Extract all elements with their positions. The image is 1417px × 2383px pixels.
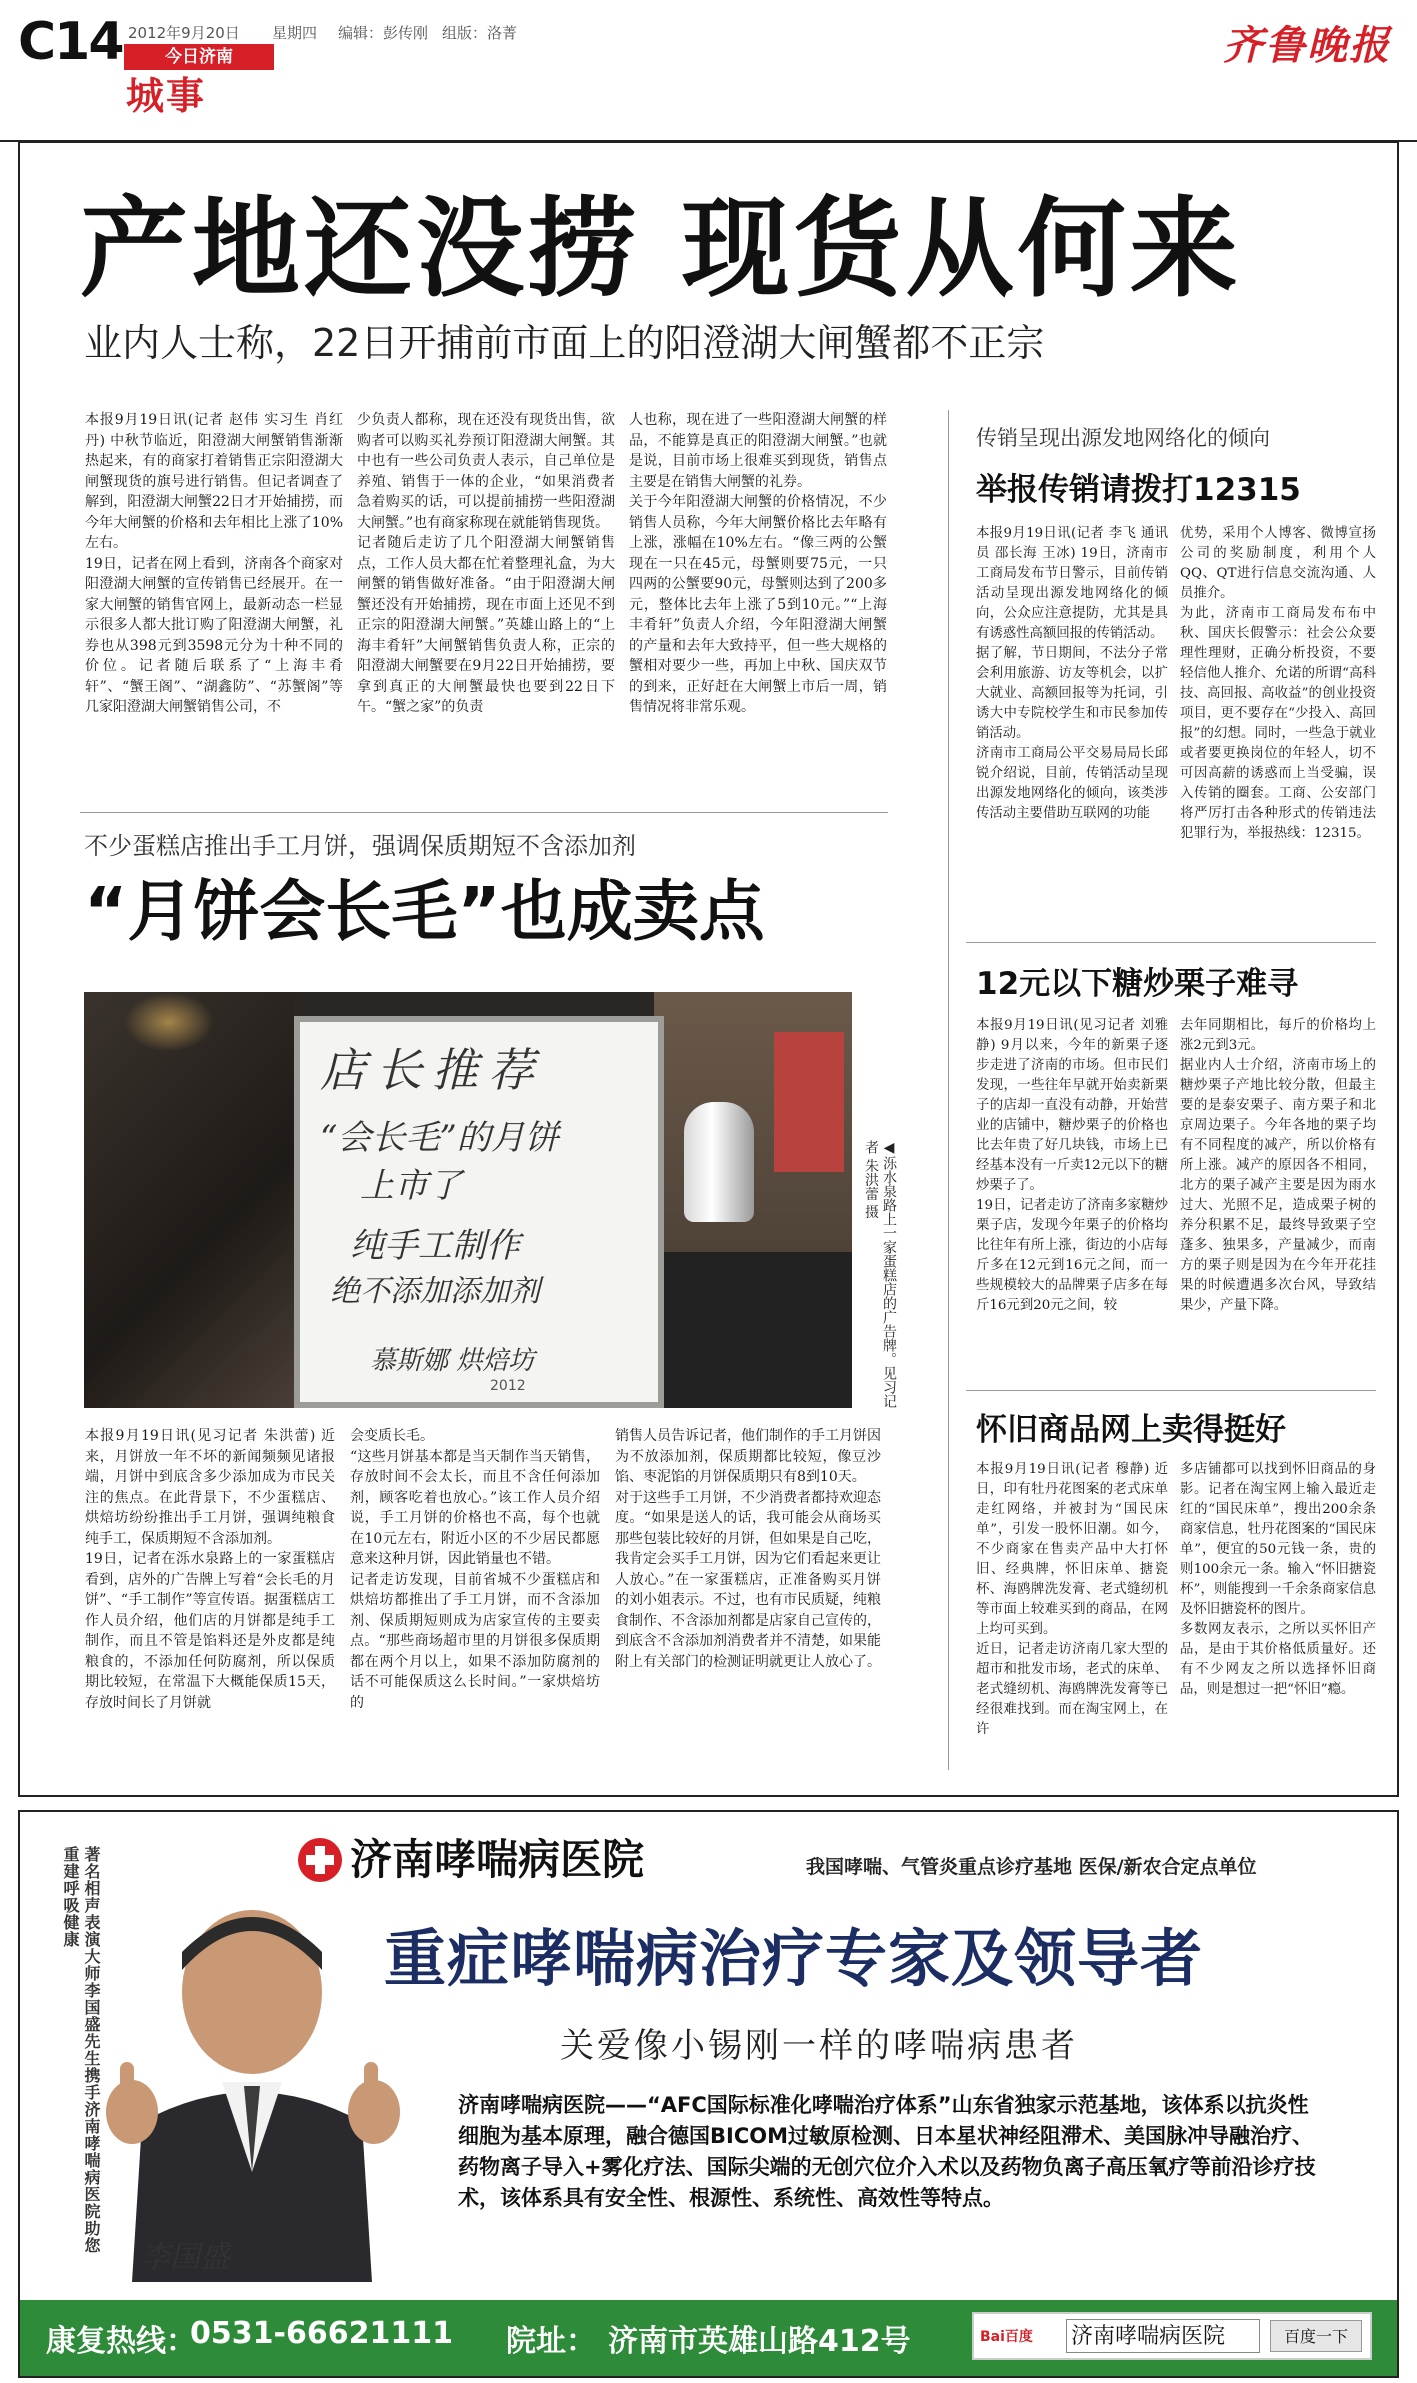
photo-mixer: [684, 1102, 754, 1222]
crab-col-1: 本报9月19日讯(记者 赵伟 实习生 肖红丹) 中秋节临近，阳澄湖大闸蟹销售渐渐热起来，有的商家打着销售正宗阳澄湖大闸蟹现货的旗号进行销售。但记者调查了解到，阳澄湖大闸蟹22日才开始捕捞，而今年大闸蟹的价格和去年相比上涨了10%左右。 19日，记者在网上看到，济南各个商家对阳澄湖大闸蟹的宣传销售已经展开。在一家大闸蟹的销售官网上，最新动态一栏显示很多人都大批订购了阳澄湖大闸蟹，礼券也从398元到3598元分为十种不同的价位。记者随后联系了“上海丰肴轩”、“蟹王阁”、“湖鑫防”、“苏蟹阁”等几家阳澄湖大闸蟹销售公司，不: [85, 412, 343, 715]
whiteboard-year: 2012: [490, 1378, 526, 1394]
crab-headline: 产地还没捞 现货从何来: [80, 187, 1242, 312]
photo-red-towel: [774, 1032, 844, 1172]
crab-col-3: 人也称，现在进了一些阳澄湖大闸蟹的样品，不能算是真正的阳澄湖大闸蟹。”也就是说，目前市场上很难买到现货，销售点主要是在销售大闸蟹的礼券。 关于今年阳澄湖大闸蟹的价格情况，不少销售人员称，今年大闸蟹价格比去年略有上涨，涨幅在10%左右。“像三两的公蟹现在一只在45元，母蟹则要75元，一只四两的公蟹要90元，母蟹则达到了200多元，整体比去年上涨了5到10元。”“上海丰肴轩”负责人介绍，今年阳澄湖大闸蟹的产量和去年大致持平，但一些大规格的蟹相对要少一些，再加上中秋、国庆双节的到来，正好赶在大闸蟹上市后一周，销售情况将非常乐观。: [629, 412, 887, 715]
mooncake-kicker: 不少蛋糕店推出手工月饼，强调保质期短不含添加剂: [84, 832, 636, 860]
photo-glow: [124, 992, 214, 1052]
address-value: 济南市英雄山路412号: [608, 2324, 911, 2359]
whiteboard: [294, 1016, 664, 1408]
pyramid-kicker: 传销呈现出源发地网络化的倾向: [976, 426, 1270, 450]
nostalgia-col-1: 本报9月19日讯(记者 穆静) 近日，印有牡丹花图案的老式床单走红网络，并被封为“国民床单”，引发一股怀旧潮。如今，不少商家在售卖产品中大打怀旧、经典牌，怀旧床单、搪瓷杯、海鸥牌洗发膏、老式缝纫机等市面上较难买到的商品，在网上均可买到。 近日，记者走访济南几家大型的超市和批发市场，老式的床单、老式缝纫机、海鸥牌洗发膏等已经很难找到。而在淘宝网上，在许: [976, 1462, 1168, 1737]
nostalgia-headline: 怀旧商品网上卖得挺好: [976, 1412, 1286, 1448]
crab-subhead: 业内人士称，22日开捕前市面上的阳澄湖大闸蟹都不正宗: [84, 321, 1045, 365]
divider-right-column: [948, 410, 949, 1770]
baidu-search-box: [972, 2312, 1372, 2360]
pyramid-col-2: 优势，采用个人博客、微博宣扬公司的奖励制度，利用个人QQ、QT进行信息交流沟通、人员推介。 为此，济南市工商局发布布中秋、国庆长假警示：社会公众要理性理财，正确分析投资，不要轻信他人推介、允诺的所谓“高科技、高回报、高收益”的创业投资项目，更不要存在“少投入、高回报”的幻想。同时，一些急于就业或者要更换岗位的年轻人，切不可因高薪的诱惑而上当受骗，误入传销的圈套。工商、公安部门将严厉打击各种形式的传销违法犯罪行为，举报热线：12315。: [1180, 526, 1376, 841]
mooncake-photo: [84, 992, 852, 1408]
whiteboard-line-2: 上市了: [360, 1166, 462, 1206]
ad-slogan: 关爱像小锡刚一样的哮喘病患者: [560, 2026, 1078, 2066]
whiteboard-line-1: “会长毛”的月饼: [320, 1118, 559, 1158]
page-number: C14: [18, 12, 123, 72]
whiteboard-title: 店长推荐: [320, 1043, 544, 1097]
mooncake-headline: “月饼会长毛”也成卖点: [84, 873, 765, 950]
divider-story4: [966, 1390, 1376, 1391]
section-tag: 今日济南: [124, 44, 274, 70]
mooncake-col-1: 本报9月19日讯(见习记者 朱洪蕾) 近来，月饼放一年不坏的新闻频频见诸报端，月饼中到底含多少添加成为市民关注的焦点。在此背景下，不少蛋糕店、烘焙坊纷纷推出手工月饼，强调纯粮食纯手工，保质期短不含添加剂。 19日，记者在泺水泉路上的一家蛋糕店看到，店外的广告牌上写着“会长毛的月饼”、“手工制作”等宣传语。据蛋糕店工作人员介绍，他们店的月饼都是纯手工制作，而且不管是馅料还是外皮都是纯粮食的，不添加任何防腐剂，所以保质期比较短，在常温下大概能保质15天，存放时间长了月饼就: [85, 1428, 335, 1711]
baidu-search-input[interactable]: 济南哮喘病医院: [1066, 2319, 1260, 2353]
layout-credit: 组版：洛菁: [442, 24, 518, 42]
photo-glass-door: [84, 992, 294, 1408]
photo-caption: ◀泺水泉路上一家蛋糕店的广告牌。见习记者 朱洪蕾 摄: [863, 1140, 897, 1408]
hospital-ad: [18, 1810, 1399, 2378]
whiteboard-sign: 慕斯娜 烘焙坊: [370, 1346, 535, 1376]
section-title: 城事: [126, 74, 207, 118]
chestnut-col-1: 本报9月19日讯(见习记者 刘雅静) 9月以来，今年的新栗子逐步走进了济南的市场。但市民们发现，一些往年早就开始卖新栗子的店却一直没有动静，开始营业的店铺中，糖炒栗子的价格也比去年贵了好几块钱，市场上已经基本没有一斤卖12元以下的糖炒栗子了。 19日，记者走访了济南多家糖炒栗子店，发现今年栗子的价格均比往年有所上涨，街边的小店每斤多在12元到16元之间，而一些规模较大的品牌栗子店多在每斤16元到20元之间，较: [976, 1018, 1168, 1313]
hotline-number: 0531-66621111: [190, 2316, 453, 2351]
crab-col-2: 少负责人都称，现在还没有现货出售，欲购者可以购买礼券预订阳澄湖大闸蟹。其中也有一些公司负责人表示，自己单位是养殖、销售于一体的企业，“如果消费者急着购买的话，可以提前捕捞一些阳澄湖大闸蟹。”也有商家称现在就能销售现货。 记者随后走访了几个阳澄湖大闸蟹销售点，工作人员大都在忙着整理礼盒，为大闸蟹的销售做好准备。“由于阳澄湖大闸蟹还没有开始捕捞，现在市面上还见不到正宗的阳澄湖大闸蟹。”英雄山路上的“上海丰肴轩”大闸蟹销售负责人称，正宗的阳澄湖大闸蟹要在9月22日开始捕捞，要拿到真正的大闸蟹最快也要到22日下午。“蟹之家”的负责: [357, 412, 615, 715]
mooncake-col-2: 会变质长毛。 “这些月饼基本都是当天制作当天销售，存放时间不会太长，而且不含任何添加剂，顾客吃着也放心。”该工作人员介绍说，手工月饼的价格也不高，每个也就在10元左右，附近小区的不少居民都愿意来这种月饼，因此销量也不错。 记者走访发现，目前省城不少蛋糕店和烘焙坊都推出了手工月饼，而不含添加剂、保质期短则成为店家宣传的主要卖点。“那些商场超市里的月饼很多保质期都在两个月以上，如果不添加防腐剂的话不可能保质这么长时间。”一家烘焙坊的: [350, 1428, 600, 1711]
spokesperson-photo: [102, 1872, 402, 2282]
baidu-search-button[interactable]: 百度一下: [1270, 2320, 1362, 2352]
ad-vertical-quote: 著名相声表演大师李国盛先生携手济南哮喘病医院助您重建呼吸健康: [61, 1846, 101, 2254]
chestnut-headline: 12元以下糖炒栗子难寻: [976, 966, 1299, 1002]
issue-weekday: 星期四: [272, 24, 318, 42]
address-label: 院址：: [506, 2324, 596, 2359]
chestnut-col-2: 去年同期相比，每斤的价格均上涨2元到3元。 据业内人士介绍，济南市场上的糖炒栗子产地比较分散，但最主要的是泰安栗子、南方栗子和北京周边栗子。今年各地的栗子均有不同程度的减产，所以价格有所上涨。减产的原因各不相同，北方的栗子减产主要是因为雨水过大、光照不足，造成栗子树的养分积累不足，最终导致栗子空蓬多、独果多，产量减少，而南方的栗子则是因为在今年开花挂果的时候遭遇多次台风，导致结果少，产量下降。: [1180, 1018, 1376, 1313]
mooncake-col-3: 销售人员告诉记者，他们制作的手工月饼因为不放添加剂，保质期都比较短，像豆沙馅、枣泥馅的月饼保质期只有8到10天。 对于这些手工月饼，不少消费者都持欢迎态度。“如果是送人的话，我可能会从商场买那些包装比较好的月饼，但如果是自己吃，我肯定会买手工月饼，因为它们看起来更让人放心。”在一家蛋糕店，正准备购买月饼的刘小姐表示。不过，也有市民质疑，纯粮食制作、不含添加剂都是店家自己宣传的，到底含不含添加剂消费者并不清楚，如果能附上有关部门的检测证明就更让人放心了。: [615, 1428, 881, 1670]
ad-headline: 重症哮喘病治疗专家及领导者: [384, 1922, 1204, 1995]
paper-logo: 齐鲁晚报: [1223, 22, 1391, 69]
hospital-name: 济南哮喘病医院: [350, 1835, 645, 1884]
hospital-tagline: 我国哮喘、气管炎重点诊疗基地 医保/新农合定点单位: [806, 1856, 1257, 1878]
divider-story3: [966, 942, 1376, 943]
divider-story1: [80, 812, 888, 813]
whiteboard-line-3: 纯手工制作: [350, 1226, 520, 1266]
ad-body: 济南哮喘病医院——“AFC国际标准化哮喘治疗体系”山东省独家示范基地，该体系以抗炎性细胞为基本原理，融合德国BICOM过敏原检测、日本星状神经阻滞术、美国脉冲导融治疗、药物离子导入+雾化疗法、国际尖端的无创穴位介入术以及药物负离子高压氧疗等前沿诊疗技术，该体系具有安全性、根源性、系统性、高效性等特点。: [458, 2093, 1316, 2210]
baidu-logo: Bai百度: [980, 2329, 1033, 2345]
editor-credit: 编辑：彭传刚: [338, 24, 429, 42]
issue-date: 2012年9月20日: [128, 24, 240, 42]
spokesperson-signature: 李国盛: [140, 2240, 230, 2275]
whiteboard-line-4: 绝不添加添加剂: [330, 1274, 540, 1309]
pyramid-headline: 举报传销请拨打12315: [976, 472, 1301, 508]
pyramid-col-1: 本报9月19日讯(记者 李飞 通讯员 邵长海 王冰) 19日，济南市工商局发布节日警示，目前传销活动呈现出源发地网络化的倾向，公众应注意提防，尤其是具有诱惑性高额回报的传销活动。 据了解，节日期间，不法分子常会利用旅游、访友等机会，以扩大就业、高额回报等为托词，引诱大中专院校学生和市民参加传销活动。 济南市工商局公平交易局局长邱锐介绍说，目前，传销活动呈现出源发地网络化的倾向，该类涉传活动主要借助互联网的功能: [976, 526, 1168, 821]
hotline-label: 康复热线：: [46, 2324, 196, 2359]
nostalgia-col-2: 多店铺都可以找到怀旧商品的身影。记者在淘宝网上输入最近走红的“国民床单”，搜出200余条商家信息，牡丹花图案的“国民床单”，便宜的50元钱一条，贵的则100余元一条。输入“怀旧搪瓷杯”，则能搜到一千余条商家信息及怀旧搪瓷杯的图片。 多数网友表示，之所以买怀旧产品，是由于其价格低质量好。还有不少网友之所以选择怀旧商品，则是想过一把“怀旧”瘾。: [1180, 1462, 1376, 1697]
